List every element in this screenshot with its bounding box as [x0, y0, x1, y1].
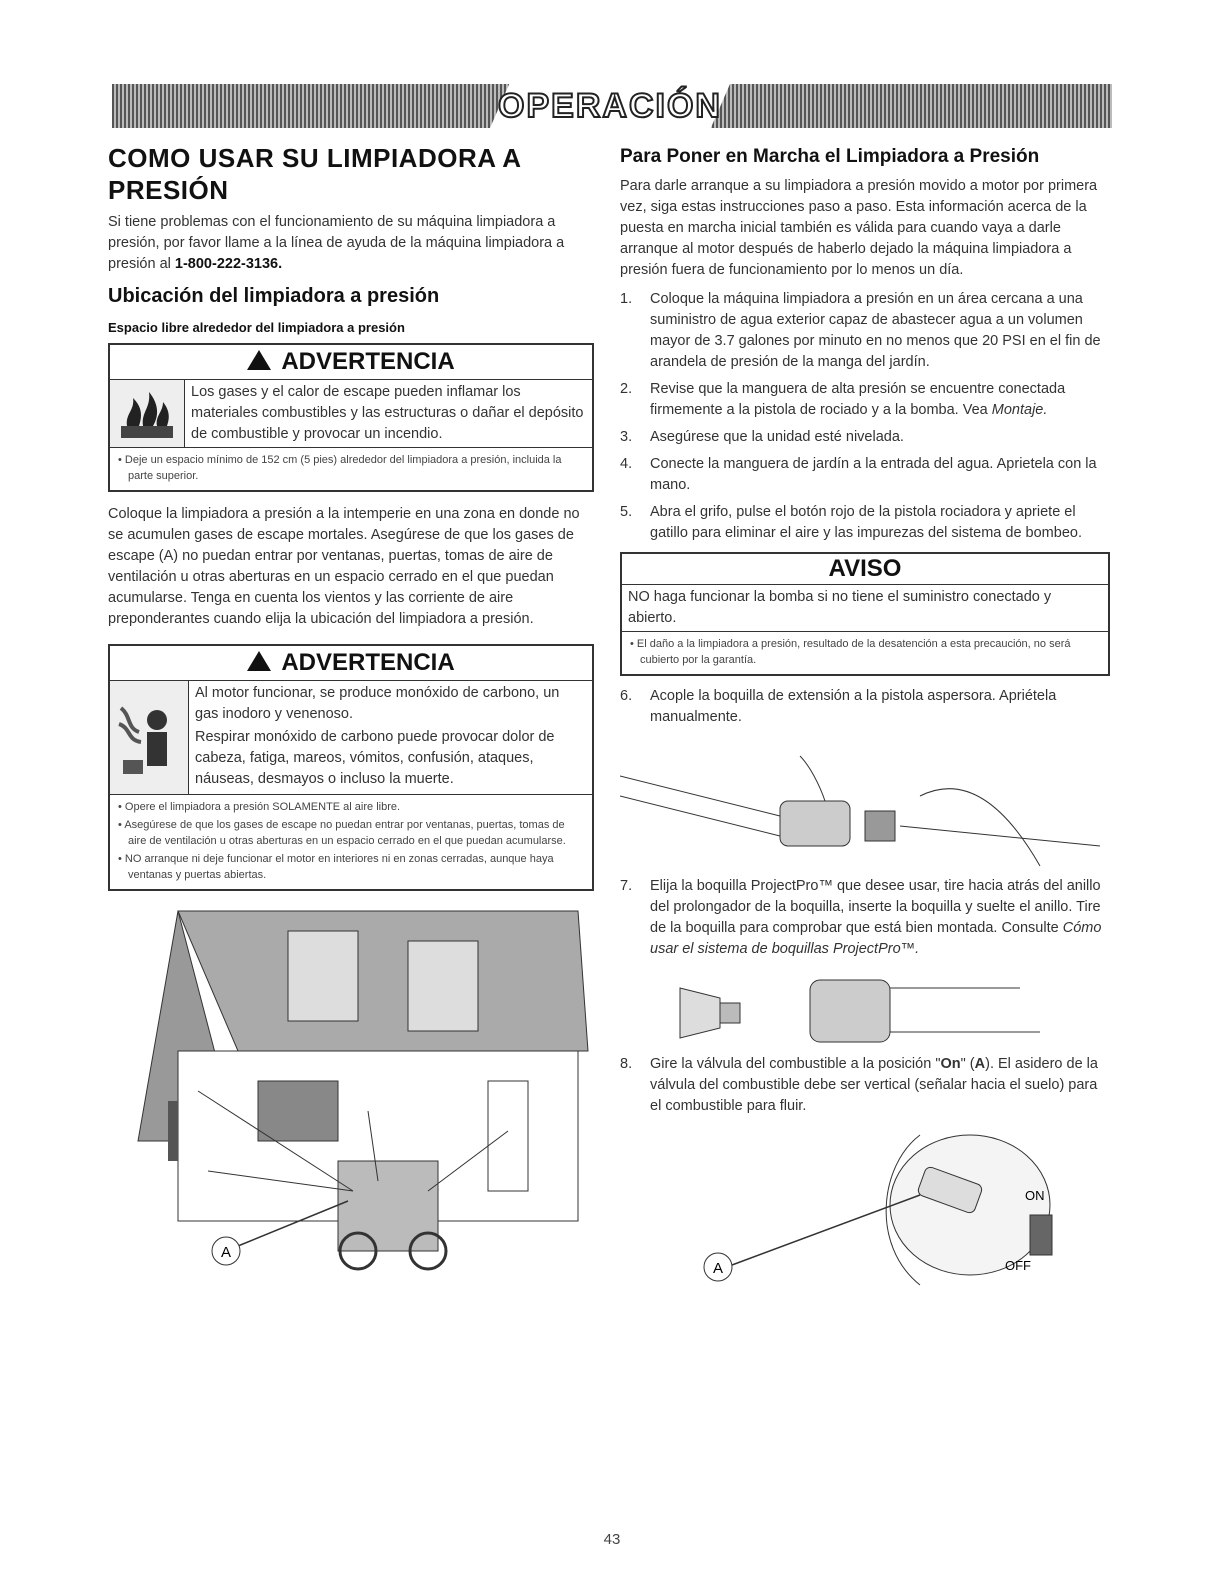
- callout-a-house: A: [220, 1244, 232, 1261]
- section-heading: COMO USAR SU LIMPIADORA A PRESIÓN: [108, 143, 521, 205]
- person-fumes-icon: [110, 681, 189, 794]
- list-item: 1. Coloque la máquina limpiadora a presión en un área cercana a una suministro de agua exterior capaz de abastecer agua a un volumen mayor de 3.7 galones por minuto en no menos que 20 PSI en el fin de arandela de presión de la manga del jardín.: [620, 291, 1101, 370]
- warning-text: [189, 681, 592, 794]
- list-item: 3. Asegúrese que la unidad esté nivelada.: [620, 429, 904, 445]
- warning-header: [110, 646, 592, 681]
- aviso-title: AVISO: [622, 554, 1108, 585]
- callout-a-valve: A: [712, 1260, 724, 1277]
- aviso-box: [620, 552, 1110, 676]
- aviso-bullet: • El daño a la limpiadora a presión, resultado de la desatención a esta precaución, no será cubierto por la garantía.: [630, 638, 1071, 666]
- subheading-location: Ubicación del limpiadora a presión: [108, 285, 440, 307]
- warning-triangle-icon: [247, 651, 271, 671]
- placement-paragraph: Coloque la limpiadora a presión a la intemperie en una zona en donde no se acumulen gases de escape mortales. Asegúrese de que los gases de escape (A) no puedan entrar por ventanas, puertas, tomas de aire de ventilación u otras aberturas en un espacio cerrado en el que puedan acumularse. Tenga en cuenta los vientos y las corriente de aire preponderantes cuando elija la ubicación del limpiadora a presión.: [108, 506, 580, 627]
- step8-list: [620, 1054, 1110, 1117]
- nozzle-extension-illustration: [620, 736, 1110, 876]
- subsubheading-clearance: Espacio libre alrededor del limpiadora a presión: [108, 320, 405, 335]
- step7-list: [620, 876, 1110, 960]
- projectpro-reference: Cómo usar el sistema de boquillas ProjectPro™.: [650, 920, 1102, 957]
- start-intro: Para darle arranque a su limpiadora a presión movido a motor por primera vez, siga estas instrucciones paso a paso. Esta información acerca de la puesta en marcha inicial también es válida para cuando vaya a darle arranque al motor después de haberlo dejado la máquina limpiadora a presión fuera de funcionamiento por lo menos un día.: [620, 178, 1098, 278]
- warning-title: ADVERTENCIA: [281, 649, 455, 676]
- warning-title: ADVERTENCIA: [281, 348, 455, 375]
- montaje-reference: Montaje.: [991, 402, 1048, 418]
- page-title: OPERACIÓN: [498, 87, 722, 125]
- house-illustration: [108, 901, 594, 1281]
- list-item: 8. Gire la válvula del combustible a la posición "On" (A). El asidero de la válvula del combustible debe ser vertical (señalar hacia el suelo) para el combustible para fluir.: [620, 1056, 1098, 1114]
- left-column: [108, 142, 594, 1281]
- valve-off-label: OFF: [1005, 1258, 1031, 1273]
- list-item: 6. Acople la boquilla de extensión a la pistola aspersora. Apriétela manualmente.: [620, 688, 1057, 725]
- list-item: 5. Abra el grifo, pulse el botón rojo de la pistola rociadora y apriete el gatillo para eliminar el aire y las impurezas del sistema de bombeo.: [620, 504, 1082, 541]
- warning-bullets: [110, 448, 592, 490]
- warning-body: [110, 681, 592, 795]
- warning-text-1: Al motor funcionar, se produce monóxido de carbono, un gas inodoro y venenoso.: [195, 685, 560, 722]
- valve-on-label: ON: [1025, 1188, 1045, 1203]
- warning-body: [110, 380, 592, 448]
- warning-text: Los gases y el calor de escape pueden inflamar los materiales combustibles y las estructuras o dañar el depósito de combustible y provocar un incendio.: [191, 384, 584, 442]
- warning-text-2: Respirar monóxido de carbono puede provocar dolor de cabeza, fatiga, mareos, vómitos, confusión, ataques, náuseas, desmayos o incluso la muerte.: [195, 729, 555, 787]
- warning-header: [110, 345, 592, 380]
- warning-bullet: • Asegúrese de que los gases de escape no puedan entrar por ventanas, puertas, tomas de aire de ventilación u otras aberturas en un espacio cerrado en el que puedan acumularse.: [118, 819, 566, 847]
- helpline-phone: 1-800-222-3136.: [174, 256, 283, 272]
- warning-box-fire: [108, 343, 594, 492]
- page-number: 43: [603, 1531, 621, 1548]
- list-item: 4. Conecte la manguera de jardín a la entrada del agua. Aprietela con la mano.: [620, 456, 1097, 493]
- section-heading-start: Para Poner en Marcha el Limpiadora a Presión: [620, 146, 1040, 167]
- warning-bullet: • Opere el limpiadora a presión SOLAMENTE al aire libre.: [118, 801, 401, 813]
- aviso-text: NO haga funcionar la bomba si no tiene el suministro conectado y abierto.: [622, 585, 1108, 632]
- warning-box-co: [108, 644, 594, 891]
- intro-text: Si tiene problemas con el funcionamiento de su máquina limpiadora a presión, por favor llame a la línea de ayuda de la máquina limpiadora a presión al: [108, 214, 565, 272]
- nozzle-insert-illustration: [620, 968, 1110, 1054]
- a-label: A: [974, 1056, 986, 1072]
- list-item: 7. Elija la boquilla ProjectPro™ que desee usar, tire hacia atrás del anillo del prolongador de la boquilla, inserte la boquilla y suelte el anillo. Tire de la boquilla para comprobar que está bien montada. Consulte Cómo usar el sistema de boquillas ProjectPro™.: [620, 878, 1102, 957]
- warning-bullet: • NO arranque ni deje funcionar el motor en interiores ni en zonas cerradas, aunque haya ventanas y puertas abiertas.: [118, 853, 554, 881]
- aviso-bullets: [622, 632, 1108, 674]
- warning-bullet: • Deje un espacio mínimo de 152 cm (5 pies) alrededor del limpiadora a presión, incluida la parte superior.: [118, 454, 562, 482]
- step6-list: [620, 686, 1110, 728]
- start-steps-list: [620, 289, 1110, 544]
- list-item: 2. Revise que la manguera de alta presión se encuentre conectada firmemente a la pistola de rociado y a la bomba. Vea Montaje.: [620, 381, 1066, 418]
- intro-paragraph: [108, 212, 594, 275]
- fire-icon: [110, 380, 185, 447]
- warning-triangle-icon: [247, 350, 271, 370]
- warning-bullets: [110, 795, 592, 889]
- right-column: [620, 142, 1110, 1295]
- on-label: On: [940, 1056, 961, 1072]
- fuel-valve-illustration: [620, 1125, 1110, 1295]
